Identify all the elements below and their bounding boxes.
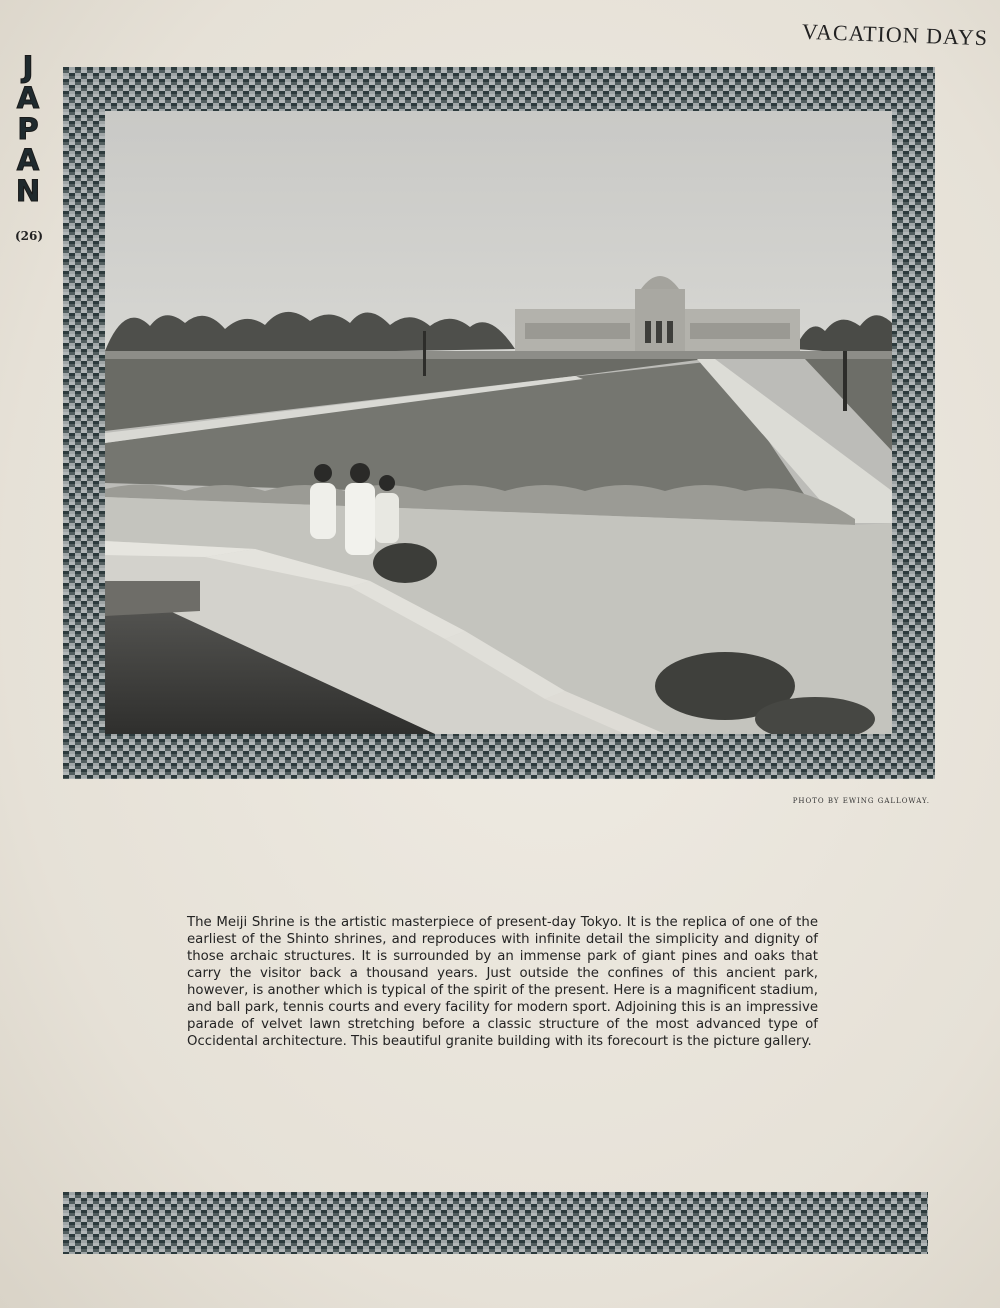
photo-credit: PHOTO BY EWING GALLOWAY.	[792, 797, 930, 805]
publication-title: VACATION DAYS	[801, 18, 989, 51]
section-letter: J	[22, 50, 34, 84]
photo-illustration	[105, 111, 892, 734]
section-letter: A	[16, 143, 40, 177]
photograph-picture-gallery	[105, 111, 892, 734]
decorative-bottom-band	[63, 1192, 928, 1254]
section-letter: A	[16, 81, 40, 115]
section-title-vertical	[14, 52, 42, 207]
photo-border-frame	[63, 67, 935, 779]
section-letter: P	[17, 112, 39, 146]
section-letter: N	[15, 174, 41, 208]
caption-paragraph: The Meiji Shrine is the artistic masterpiece of present-day Tokyo. It is the replica of one of the earliest of the Shinto shrines, and reproduces with infinite detail the simplicity and dignity of those archaic structures. It is surrounded by an immense park of giant pines and oaks that carry the visitor back a thousand years. Just outside the confines of this ancient park, however, is another which is typical of the spirit of the present. Here is a magnificent stadium, and ball park, tennis courts and every facility for modern sport. Adjoining this is an impressive parade of velvet lawn stretching before a classic structure of the most advanced type of Occidental architecture. This beautiful granite building with its forecourt is the picture gallery.	[187, 915, 818, 1049]
page-number: (26)	[14, 229, 44, 243]
